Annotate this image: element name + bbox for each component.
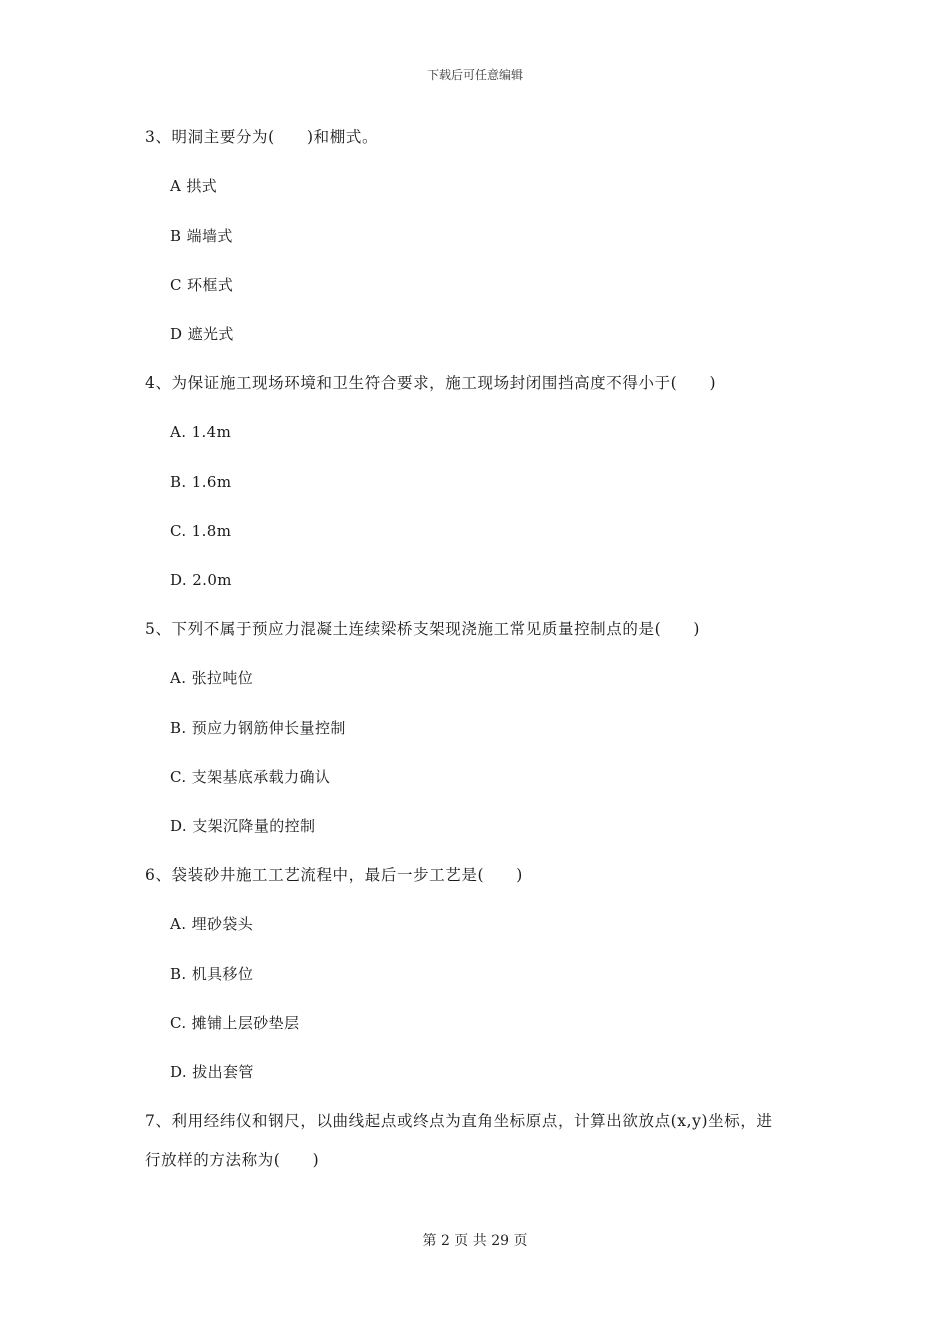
question-4-option-b: B. 1.6m	[170, 473, 232, 491]
question-3-option-c: C 环框式	[170, 276, 234, 294]
question-3-option-a: A 拱式	[170, 177, 218, 195]
question-6-option-a: A. 埋砂袋头	[170, 915, 254, 933]
question-3-stem: 3、明洞主要分为( )和棚式。	[145, 128, 379, 146]
question-4-option-a: A. 1.4m	[170, 423, 232, 441]
question-4-option-c: C. 1.8m	[170, 522, 232, 540]
question-4-stem: 4、为保证施工现场环境和卫生符合要求，施工现场封闭围挡高度不得小于( )	[145, 374, 717, 392]
question-4-option-d: D. 2.0m	[170, 571, 232, 589]
question-5-option-a: A. 张拉吨位	[170, 669, 254, 687]
question-5-option-d: D. 支架沉降量的控制	[170, 817, 316, 835]
question-3-option-b: B 端墙式	[170, 227, 233, 245]
question-5-option-c: C. 支架基底承载力确认	[170, 768, 331, 786]
question-3-option-d: D 遮光式	[170, 325, 234, 343]
page-header: 下载后可任意编辑	[426, 68, 523, 82]
question-6-stem: 6、袋装砂井施工工艺流程中，最后一步工艺是( )	[145, 866, 523, 884]
question-7-stem: 7、利用经纬仪和钢尺，以曲线起点或终点为直角坐标原点，计算出欲放点(x,y)坐标，进	[145, 1112, 773, 1130]
question-7-stem-continued: 行放样的方法称为( )	[145, 1151, 320, 1169]
question-5-stem: 5、下列不属于预应力混凝土连续梁桥支架现浇施工常见质量控制点的是( )	[145, 620, 701, 638]
question-5-option-b: B. 预应力钢筋伸长量控制	[170, 719, 346, 737]
page-footer: 第 2 页 共 29 页	[422, 1233, 528, 1249]
question-6-option-d: D. 拔出套管	[170, 1063, 254, 1081]
question-6-option-b: B. 机具移位	[170, 965, 254, 983]
question-6-option-c: C. 摊铺上层砂垫层	[170, 1014, 300, 1032]
